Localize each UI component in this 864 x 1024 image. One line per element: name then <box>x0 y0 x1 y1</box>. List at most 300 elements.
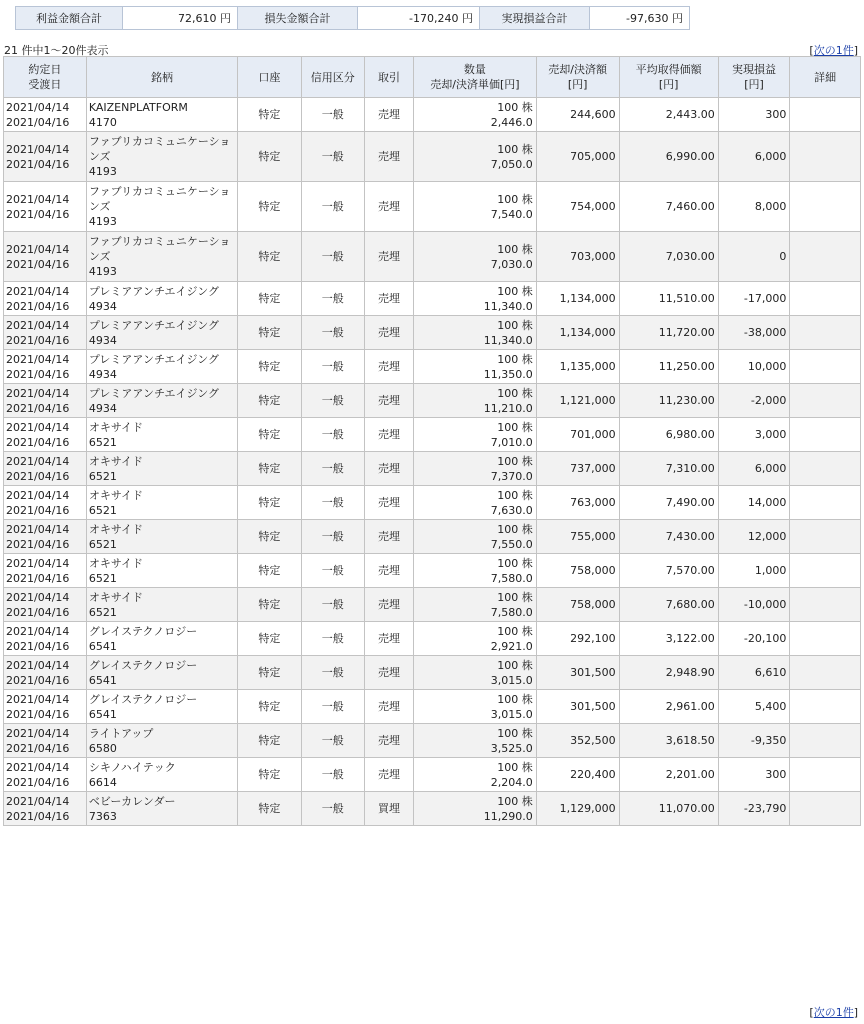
realized-pl: -9,350 <box>718 724 790 758</box>
quantity: 100 株 <box>497 284 533 298</box>
stock-code: 6541 <box>88 673 117 687</box>
stock-cell <box>86 384 237 418</box>
col-header-qty: 数量 売却/決済単価[円] <box>414 57 537 98</box>
account-type: 特定 <box>238 758 301 792</box>
stock-name: シキノハイテック <box>88 760 176 774</box>
trade-dates <box>4 588 87 622</box>
account-type: 特定 <box>238 588 301 622</box>
table-row <box>4 316 861 350</box>
realized-pl: -17,000 <box>718 282 790 316</box>
margin-type: 一般 <box>301 98 364 132</box>
stock-code: 6541 <box>88 639 117 653</box>
settle-date: 2021/04/16 <box>6 401 70 415</box>
stock-code: 6521 <box>88 537 117 551</box>
qty-price-cell <box>414 622 537 656</box>
realized-pl: 1,000 <box>718 554 790 588</box>
realized-pl: 300 <box>718 758 790 792</box>
table-row <box>4 792 861 826</box>
sale-amount: 220,400 <box>536 758 619 792</box>
quantity: 100 株 <box>497 454 533 468</box>
realized-pl: 8,000 <box>718 182 790 232</box>
realized-pl: -10,000 <box>718 588 790 622</box>
trade-date: 2021/04/14 <box>6 556 70 570</box>
trades-table <box>3 56 861 826</box>
margin-type: 一般 <box>301 452 364 486</box>
account-type: 特定 <box>238 384 301 418</box>
stock-cell <box>86 724 237 758</box>
trade-dates <box>4 758 87 792</box>
quantity: 100 株 <box>497 692 533 706</box>
stock-name: プレミアアンチエイジング <box>88 318 220 332</box>
trade-date: 2021/04/14 <box>6 420 70 434</box>
trade-type: 売埋 <box>364 282 413 316</box>
trade-dates <box>4 622 87 656</box>
stock-cell <box>86 316 237 350</box>
qty-price-cell <box>414 418 537 452</box>
summary-table <box>15 6 690 30</box>
stock-code: 4934 <box>88 333 117 347</box>
trade-type: 売埋 <box>364 316 413 350</box>
avg-cost: 11,510.00 <box>619 282 718 316</box>
stock-name: オキサイド <box>88 488 144 502</box>
detail-cell <box>790 282 861 316</box>
detail-cell <box>790 656 861 690</box>
sale-amount: 701,000 <box>536 418 619 452</box>
stock-cell <box>86 656 237 690</box>
col-header-account: 口座 <box>238 57 301 98</box>
stock-name: プレミアアンチエイジング <box>88 352 220 366</box>
sale-amount: 244,600 <box>536 98 619 132</box>
settle-date: 2021/04/16 <box>6 503 70 517</box>
table-row <box>4 724 861 758</box>
table-row <box>4 232 861 282</box>
realized-total-value: -97,630 円 <box>590 7 690 30</box>
trade-type: 売埋 <box>364 758 413 792</box>
col-header-pl: 実現損益 [円] <box>718 57 790 98</box>
quantity: 100 株 <box>497 352 533 366</box>
col-header-trade: 取引 <box>364 57 413 98</box>
detail-cell <box>790 132 861 182</box>
trade-dates <box>4 350 87 384</box>
qty-price-cell <box>414 282 537 316</box>
avg-cost: 7,570.00 <box>619 554 718 588</box>
trade-date: 2021/04/14 <box>6 488 70 502</box>
detail-cell <box>790 758 861 792</box>
stock-cell <box>86 554 237 588</box>
settle-date: 2021/04/16 <box>6 673 70 687</box>
avg-cost: 2,961.00 <box>619 690 718 724</box>
trade-dates <box>4 690 87 724</box>
next-page-link-bottom[interactable]: 次の1件 <box>813 1006 854 1019</box>
loss-total-value: -170,240 円 <box>358 7 480 30</box>
settle-date: 2021/04/16 <box>6 469 70 483</box>
detail-cell <box>790 520 861 554</box>
trade-type: 売埋 <box>364 232 413 282</box>
stock-cell <box>86 132 237 182</box>
stock-code: 6541 <box>88 707 117 721</box>
qty-price-cell <box>414 452 537 486</box>
detail-cell <box>790 384 861 418</box>
trade-date: 2021/04/14 <box>6 192 70 206</box>
margin-type: 一般 <box>301 418 364 452</box>
trade-date: 2021/04/14 <box>6 624 70 638</box>
avg-cost: 7,490.00 <box>619 486 718 520</box>
account-type: 特定 <box>238 656 301 690</box>
table-row <box>4 656 861 690</box>
unit-price: 7,550.0 <box>490 537 533 551</box>
unit-price: 7,030.0 <box>490 257 533 271</box>
qty-price-cell <box>414 350 537 384</box>
stock-code: 6521 <box>88 503 117 517</box>
settle-date: 2021/04/16 <box>6 571 70 585</box>
trade-dates <box>4 316 87 350</box>
trade-type: 売埋 <box>364 656 413 690</box>
detail-cell <box>790 486 861 520</box>
settle-date: 2021/04/16 <box>6 435 70 449</box>
trade-type: 売埋 <box>364 418 413 452</box>
account-type: 特定 <box>238 690 301 724</box>
detail-cell <box>790 622 861 656</box>
sale-amount: 1,129,000 <box>536 792 619 826</box>
settle-date: 2021/04/16 <box>6 333 70 347</box>
realized-pl: 6,000 <box>718 452 790 486</box>
realized-pl: -2,000 <box>718 384 790 418</box>
col-header-name: 銘柄 <box>86 57 237 98</box>
stock-code: 7363 <box>88 809 117 823</box>
table-row <box>4 282 861 316</box>
unit-price: 7,580.0 <box>490 605 533 619</box>
account-type: 特定 <box>238 486 301 520</box>
qty-price-cell <box>414 486 537 520</box>
table-row <box>4 418 861 452</box>
avg-cost: 11,230.00 <box>619 384 718 418</box>
stock-cell <box>86 758 237 792</box>
avg-cost: 6,980.00 <box>619 418 718 452</box>
realized-pl: -23,790 <box>718 792 790 826</box>
sale-amount: 703,000 <box>536 232 619 282</box>
table-row <box>4 182 861 232</box>
settle-date: 2021/04/16 <box>6 741 70 755</box>
sale-amount: 301,500 <box>536 690 619 724</box>
margin-type: 一般 <box>301 316 364 350</box>
stock-code: 6521 <box>88 571 117 585</box>
stock-cell <box>86 282 237 316</box>
stock-cell <box>86 520 237 554</box>
qty-price-cell <box>414 316 537 350</box>
detail-cell <box>790 588 861 622</box>
qty-price-cell <box>414 182 537 232</box>
avg-cost: 7,460.00 <box>619 182 718 232</box>
trade-dates <box>4 656 87 690</box>
trade-dates <box>4 384 87 418</box>
table-row <box>4 132 861 182</box>
stock-code: 6521 <box>88 469 117 483</box>
stock-code: 4193 <box>88 165 117 178</box>
stock-cell <box>86 350 237 384</box>
next-page-link-top[interactable]: 次の1件 <box>813 44 854 57</box>
settle-date: 2021/04/16 <box>6 775 70 789</box>
trade-type: 売埋 <box>364 350 413 384</box>
sale-amount: 1,134,000 <box>536 316 619 350</box>
margin-type: 一般 <box>301 690 364 724</box>
margin-type: 一般 <box>301 554 364 588</box>
account-type: 特定 <box>238 724 301 758</box>
settle-date: 2021/04/16 <box>6 639 70 653</box>
table-row <box>4 384 861 418</box>
stock-name: オキサイド <box>88 590 144 604</box>
realized-pl: 0 <box>718 232 790 282</box>
quantity: 100 株 <box>497 100 533 114</box>
unit-price: 3,015.0 <box>490 673 533 687</box>
account-type: 特定 <box>238 622 301 656</box>
settle-date: 2021/04/16 <box>6 605 70 619</box>
avg-cost: 11,720.00 <box>619 316 718 350</box>
settle-date: 2021/04/16 <box>6 367 70 381</box>
stock-cell <box>86 418 237 452</box>
margin-type: 一般 <box>301 282 364 316</box>
margin-type: 一般 <box>301 384 364 418</box>
qty-price-cell <box>414 588 537 622</box>
unit-price: 11,290.0 <box>483 809 533 823</box>
qty-price-cell <box>414 656 537 690</box>
qty-price-cell <box>414 792 537 826</box>
sale-amount: 754,000 <box>536 182 619 232</box>
stock-code: 6580 <box>88 741 117 755</box>
table-row <box>4 486 861 520</box>
detail-cell <box>790 316 861 350</box>
stock-name: オキサイド <box>88 556 144 570</box>
margin-type: 一般 <box>301 792 364 826</box>
realized-pl: -20,100 <box>718 622 790 656</box>
qty-price-cell <box>414 554 537 588</box>
margin-type: 一般 <box>301 588 364 622</box>
table-row <box>4 758 861 792</box>
stock-cell <box>86 232 237 282</box>
qty-price-cell <box>414 384 537 418</box>
trade-dates <box>4 520 87 554</box>
col-header-dates: 約定日 受渡日 <box>4 57 87 98</box>
account-type: 特定 <box>238 418 301 452</box>
stock-name: プレミアアンチエイジング <box>88 284 220 298</box>
quantity: 100 株 <box>497 624 533 638</box>
quantity: 100 株 <box>497 192 533 206</box>
sale-amount: 292,100 <box>536 622 619 656</box>
stock-name: オキサイド <box>88 522 144 536</box>
stock-name: ファブリカコミュニケーションズ <box>88 135 231 163</box>
stock-code: 4934 <box>88 367 117 381</box>
avg-cost: 11,070.00 <box>619 792 718 826</box>
unit-price: 7,630.0 <box>490 503 533 517</box>
realized-pl: 300 <box>718 98 790 132</box>
avg-cost: 3,618.50 <box>619 724 718 758</box>
sale-amount: 1,134,000 <box>536 282 619 316</box>
quantity: 100 株 <box>497 318 533 332</box>
trades-body <box>4 98 861 826</box>
trade-type: 売埋 <box>364 690 413 724</box>
unit-price: 3,525.0 <box>490 741 533 755</box>
footer-note <box>270 1019 600 1024</box>
avg-cost: 2,201.00 <box>619 758 718 792</box>
detail-cell <box>790 182 861 232</box>
stock-name: ファブリカコミュニケーションズ <box>88 235 231 263</box>
account-type: 特定 <box>238 282 301 316</box>
trade-type: 売埋 <box>364 452 413 486</box>
next-page-top: [次の1件] <box>809 44 858 57</box>
stock-name: ベビーカレンダー <box>88 794 176 808</box>
unit-price: 11,340.0 <box>483 299 533 313</box>
quantity: 100 株 <box>497 658 533 672</box>
qty-price-cell <box>414 690 537 724</box>
trade-dates <box>4 98 87 132</box>
trade-dates <box>4 182 87 232</box>
trade-dates <box>4 554 87 588</box>
trade-date: 2021/04/14 <box>6 142 70 156</box>
account-type: 特定 <box>238 350 301 384</box>
stock-name: オキサイド <box>88 454 144 468</box>
detail-cell <box>790 792 861 826</box>
col-header-avg: 平均取得価額 [円] <box>619 57 718 98</box>
trade-dates <box>4 132 87 182</box>
trade-type: 売埋 <box>364 384 413 418</box>
stock-code: 4193 <box>88 215 117 228</box>
trade-dates <box>4 792 87 826</box>
table-header-row <box>4 57 861 98</box>
stock-cell <box>86 622 237 656</box>
unit-price: 11,210.0 <box>483 401 533 415</box>
unit-price: 7,540.0 <box>490 207 533 221</box>
sale-amount: 301,500 <box>536 656 619 690</box>
stock-name: オキサイド <box>88 420 144 434</box>
stock-name: ライトアップ <box>88 726 154 740</box>
quantity: 100 株 <box>497 488 533 502</box>
trade-type: 売埋 <box>364 182 413 232</box>
avg-cost: 7,430.00 <box>619 520 718 554</box>
stock-code: 4193 <box>88 265 117 278</box>
table-row <box>4 622 861 656</box>
realized-pl: 6,610 <box>718 656 790 690</box>
settle-date: 2021/04/16 <box>6 207 70 221</box>
trade-date: 2021/04/14 <box>6 352 70 366</box>
stock-name: KAIZENPLATFORM <box>88 100 188 114</box>
account-type: 特定 <box>238 132 301 182</box>
profit-total-label: 利益金額合計 <box>16 7 123 30</box>
trade-type: 売埋 <box>364 622 413 656</box>
col-header-amount: 売却/決済額 [円] <box>536 57 619 98</box>
stock-name: グレイステクノロジー <box>88 624 198 638</box>
avg-cost: 6,990.00 <box>619 132 718 182</box>
trade-type: 買埋 <box>364 792 413 826</box>
margin-type: 一般 <box>301 182 364 232</box>
trade-date: 2021/04/14 <box>6 454 70 468</box>
qty-price-cell <box>414 98 537 132</box>
stock-cell <box>86 452 237 486</box>
avg-cost: 7,310.00 <box>619 452 718 486</box>
quantity: 100 株 <box>497 590 533 604</box>
result-count: 21 件中1～20件表示 <box>4 44 109 57</box>
trade-type: 売埋 <box>364 588 413 622</box>
table-row <box>4 588 861 622</box>
trade-date: 2021/04/14 <box>6 590 70 604</box>
realized-pl: 14,000 <box>718 486 790 520</box>
account-type: 特定 <box>238 316 301 350</box>
realized-pl: 10,000 <box>718 350 790 384</box>
realized-pl: 12,000 <box>718 520 790 554</box>
trade-date: 2021/04/14 <box>6 318 70 332</box>
table-row <box>4 350 861 384</box>
stock-code: 6521 <box>88 435 117 449</box>
stock-name: グレイステクノロジー <box>88 658 198 672</box>
trade-dates <box>4 232 87 282</box>
unit-price: 2,204.0 <box>490 775 533 789</box>
detail-cell <box>790 98 861 132</box>
trade-date: 2021/04/14 <box>6 284 70 298</box>
sale-amount: 755,000 <box>536 520 619 554</box>
margin-type: 一般 <box>301 724 364 758</box>
settle-date: 2021/04/16 <box>6 157 70 171</box>
unit-price: 11,350.0 <box>483 367 533 381</box>
trade-dates <box>4 724 87 758</box>
sale-amount: 705,000 <box>536 132 619 182</box>
trade-type: 売埋 <box>364 520 413 554</box>
quantity: 100 株 <box>497 794 533 808</box>
sale-amount: 758,000 <box>536 588 619 622</box>
avg-cost: 11,250.00 <box>619 350 718 384</box>
stock-code: 4934 <box>88 401 117 415</box>
unit-price: 2,921.0 <box>490 639 533 653</box>
unit-price: 7,050.0 <box>490 157 533 171</box>
margin-type: 一般 <box>301 622 364 656</box>
detail-cell <box>790 724 861 758</box>
qty-price-cell <box>414 724 537 758</box>
stock-code: 4170 <box>88 115 117 129</box>
trade-dates <box>4 418 87 452</box>
qty-price-cell <box>414 132 537 182</box>
settle-date: 2021/04/16 <box>6 809 70 823</box>
trade-type: 売埋 <box>364 98 413 132</box>
detail-cell <box>790 418 861 452</box>
qty-price-cell <box>414 758 537 792</box>
account-type: 特定 <box>238 182 301 232</box>
profit-total-value: 72,610 円 <box>123 7 238 30</box>
trade-dates <box>4 452 87 486</box>
account-type: 特定 <box>238 452 301 486</box>
account-type: 特定 <box>238 520 301 554</box>
realized-pl: 6,000 <box>718 132 790 182</box>
trade-dates <box>4 486 87 520</box>
table-row <box>4 98 861 132</box>
trade-date: 2021/04/14 <box>6 100 70 114</box>
loss-total-label: 損失金額合計 <box>238 7 358 30</box>
stock-name: ファブリカコミュニケーションズ <box>88 185 231 213</box>
stock-cell <box>86 690 237 724</box>
unit-price: 7,370.0 <box>490 469 533 483</box>
unit-price: 11,340.0 <box>483 333 533 347</box>
stock-cell <box>86 588 237 622</box>
sale-amount: 758,000 <box>536 554 619 588</box>
quantity: 100 株 <box>497 242 533 256</box>
avg-cost: 3,122.00 <box>619 622 718 656</box>
table-row <box>4 554 861 588</box>
account-type: 特定 <box>238 554 301 588</box>
qty-price-cell <box>414 232 537 282</box>
detail-cell <box>790 554 861 588</box>
trade-date: 2021/04/14 <box>6 522 70 536</box>
realized-total-label: 実現損益合計 <box>480 7 590 30</box>
stock-name: プレミアアンチエイジング <box>88 386 220 400</box>
detail-cell <box>790 690 861 724</box>
trade-date: 2021/04/14 <box>6 726 70 740</box>
sale-amount: 737,000 <box>536 452 619 486</box>
